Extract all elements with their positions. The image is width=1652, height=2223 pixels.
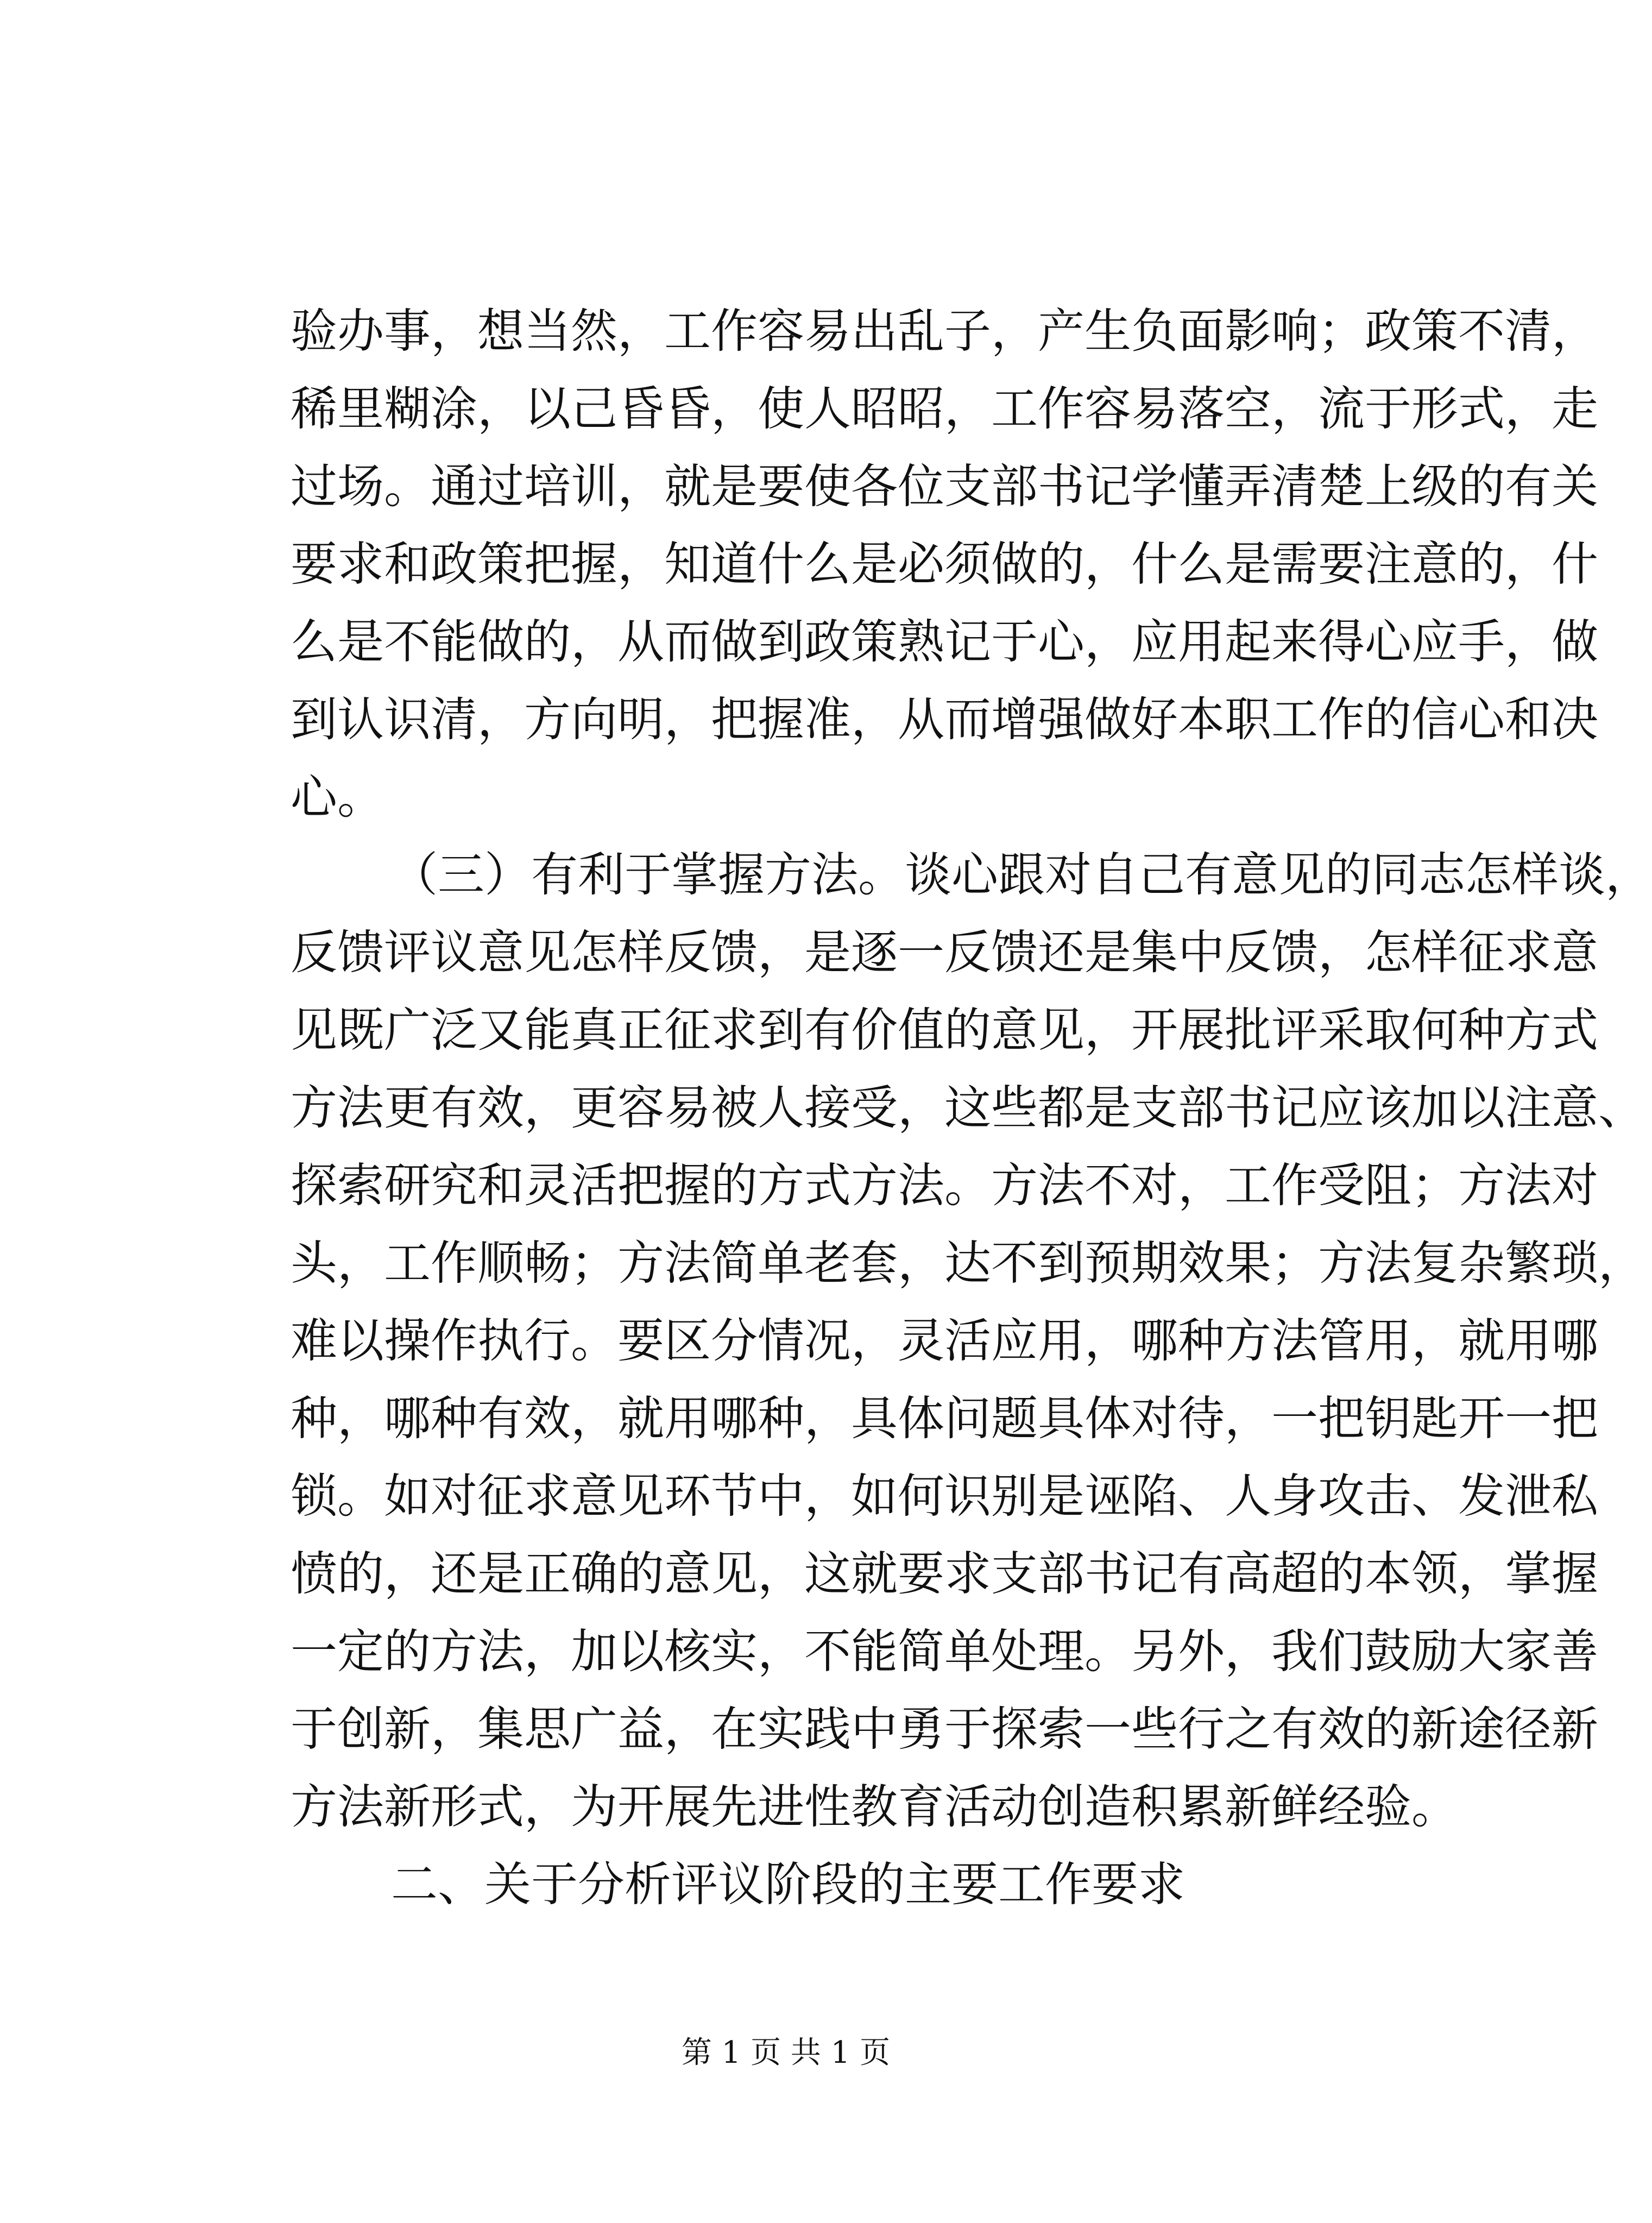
paragraph-2-line-3: 见既广泛又能真正征求到有价值的意见，开展批评采取何种方式 (291, 1003, 1598, 1057)
paragraph-2-line-10: 愤的，还是正确的意见，这就要求支部书记有高超的本领，掌握 (291, 1547, 1598, 1601)
paragraph-2-line-2: 反馈评议意见怎样反馈，是逐一反馈还是集中反馈，怎样征求意 (291, 925, 1598, 980)
section-heading: 二、关于分析评议阶段的主要工作要求 (391, 1857, 1185, 1912)
paragraph-2-line-11: 一定的方法，加以核实，不能简单处理。另外，我们鼓励大家善 (291, 1624, 1598, 1679)
paragraph-1-line-4: 要求和政策把握，知道什么是必须做的，什么是需要注意的，什 (291, 537, 1598, 591)
paragraph-1-line-6: 到认识清，方向明，把握准，从而增强做好本职工作的信心和决 (291, 692, 1598, 747)
paragraph-2-line-7: 难以操作执行。要区分情况，灵活应用，哪种方法管用，就用哪 (291, 1314, 1598, 1368)
paragraph-2-line-8: 种，哪种有效，就用哪种，具体问题具体对待，一把钥匙开一把 (291, 1391, 1598, 1446)
paragraph-2-line-4: 方法更有效，更容易被人接受，这些都是支部书记应该加以注意、 (291, 1081, 1645, 1135)
paragraph-1-line-5: 么是不能做的，从而做到政策熟记于心，应用起来得心应手，做 (291, 615, 1598, 669)
paragraph-2-line-12: 于创新，集思广益，在实践中勇于探索一些行之有效的新途径新 (291, 1702, 1598, 1756)
paragraph-1-line-2: 稀里糊涂，以己昏昏，使人昭昭，工作容易落空，流于形式，走 (291, 382, 1598, 436)
paragraph-2-line-6: 头，工作顺畅；方法简单老套，达不到预期效果；方法复杂繁琐， (291, 1236, 1645, 1290)
paragraph-2-line-13: 方法新形式，为开展先进性教育活动创造积累新鲜经验。 (291, 1780, 1458, 1834)
paragraph-1-line-1: 验办事，想当然，工作容易出乱子，产生负面影响；政策不清， (291, 304, 1598, 358)
paragraph-2-line-1: （三）有利于掌握方法。谈心跟对自己有意见的同志怎样谈， (391, 848, 1652, 902)
paragraph-1-line-7: 心。 (291, 770, 384, 824)
paragraph-2-line-9: 锁。如对征求意见环节中，如何识别是诬陷、人身攻击、发泄私 (291, 1469, 1598, 1523)
paragraph-2-line-5: 探索研究和灵活把握的方式方法。方法不对，工作受阻；方法对 (291, 1158, 1598, 1213)
page-footer: 第 1 页 共 1 页 (681, 2035, 891, 2070)
paragraph-1-line-3: 过场。通过培训，就是要使各位支部书记学懂弄清楚上级的有关 (291, 459, 1598, 514)
